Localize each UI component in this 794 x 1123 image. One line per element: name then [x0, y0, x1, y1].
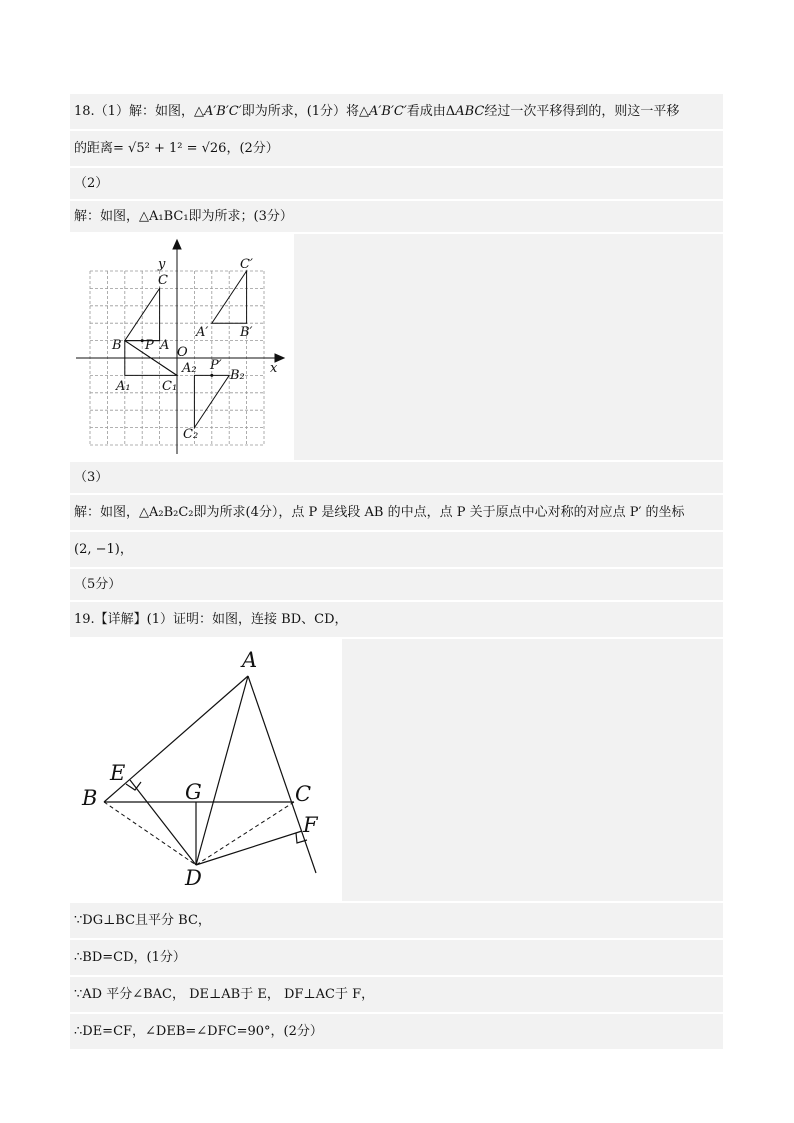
q18-line1: 18.（1）解：如图，△A′B′C′即为所求，(1分）将△A′B′C′看成由ΔABC经过一次平移得到的，则这一平移: [70, 94, 723, 131]
label-p: P: [145, 338, 154, 353]
label-o: O: [177, 345, 188, 360]
label-c-prime: C′: [240, 257, 253, 272]
coordinate-figure-row: [70, 234, 723, 462]
q18-part3-text: 解：如图，△A₂B₂C₂即为所求(4分），点 P 是线段 AB 的中点，点 P 关于原点中心对称的对应点 P′ 的坐标: [70, 495, 723, 532]
tri-label-f: F: [303, 813, 318, 837]
q19-title: 19.【详解】(1）证明：如图，连接 BD、CD，: [70, 602, 723, 639]
answer-page: [70, 94, 723, 1051]
label-y: y: [158, 257, 166, 272]
tri-label-d: D: [185, 866, 202, 890]
q19-line4: ∴DE=CF，∠DEB=∠DFC=90°，(2分）: [70, 1014, 723, 1051]
q18-part3-label: （3）: [70, 462, 723, 495]
tri-label-e: E: [110, 761, 126, 785]
q18-part2-label: （2）: [70, 168, 723, 201]
tri-label-c: C: [295, 782, 312, 806]
triangle-figure-row: [70, 639, 723, 903]
label-c2: C₂: [183, 427, 199, 442]
label-x: x: [270, 361, 278, 376]
label-a-prime: A′: [196, 325, 209, 340]
label-c: C: [158, 273, 168, 288]
label-b2: B₂: [230, 368, 245, 383]
q18-line2: 的距离= √5² + 1² = √26，(2分）: [70, 131, 723, 168]
label-b-prime: B′: [240, 325, 253, 340]
label-p-prime: P′: [210, 358, 222, 373]
coordinate-grid-figure: [70, 234, 294, 460]
q18-part2-text: 解：如图，△A₁BC₁即为所求；(3分）: [70, 201, 723, 234]
tri-label-b: B: [82, 786, 98, 810]
tri-label-g: G: [185, 780, 202, 804]
label-a: A: [160, 338, 170, 353]
label-c1: C₁: [162, 379, 178, 394]
q19-line2: ∴BD=CD，(1分）: [70, 940, 723, 977]
triangle-figure: [70, 639, 342, 901]
q19-line3: ∵AD 平分∠BAC， DE⊥AB于 E， DF⊥AC于 F，: [70, 977, 723, 1014]
q18-part3-score: （5分）: [70, 569, 723, 602]
q18-part3-coord: (2, −1)，: [70, 532, 723, 569]
label-a1: A₁: [116, 379, 131, 394]
q19-line1: ∵DG⊥BC且平分 BC，: [70, 903, 723, 940]
label-a2: A₂: [182, 361, 197, 376]
label-b: B: [112, 338, 122, 353]
tri-label-a: A: [242, 648, 258, 672]
